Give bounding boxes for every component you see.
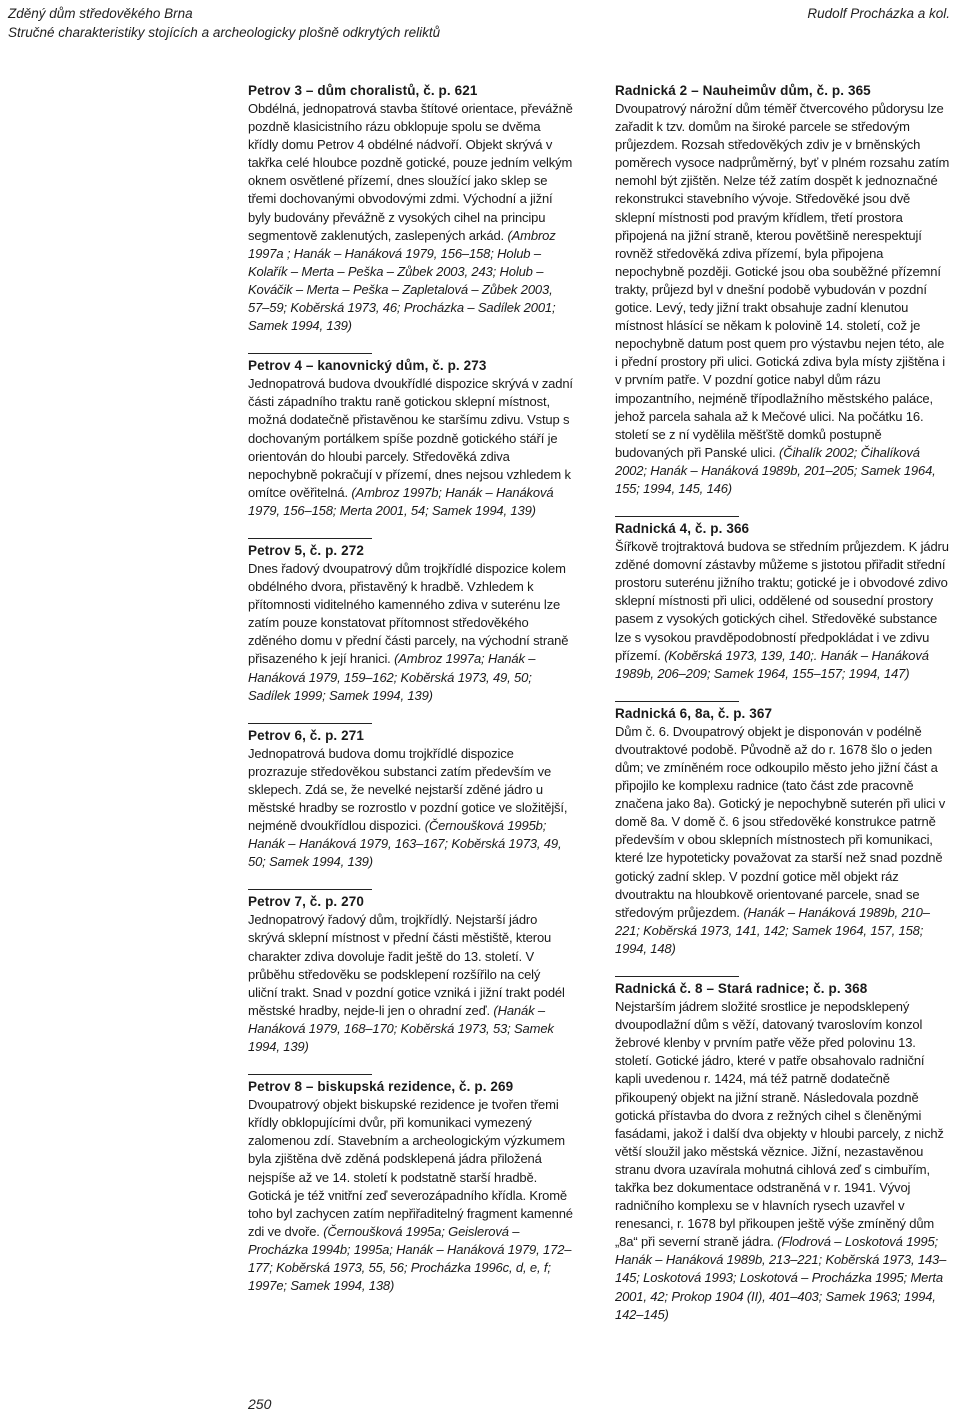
entry-text: Dnes řadový dvoupatrový dům trojkřídlé dispozice kolem obdélného dvora, přistavěný k hradbě. Vzhledem k přítomnosti viditelného kamenného zdiva v suterénu lze zatím pouze konstatovat přítomnost středověkého zděného domu v přední části parcely, na východní straně přisazeného k její hranici.	[248, 560, 569, 667]
running-header	[0, 0, 960, 50]
entry-text: Dvoupatrový objekt biskupské rezidence je tvořen třemi křídly obklopujícími dvůr, při komunikaci vymezený zalomenou zdí. Stavebním a archeologickým výzkumem byla zjištěna dvě zděná podsklepená jádra přiložená nejspíše až ve 14. století k podstatně starší hradbě. Gotická je též vnitřní zeď severozápadního křídla. Kromě toho byl zachycen zatím nepřiřaditelný fragment kamenné zdi ve dvoře.	[248, 1097, 573, 1239]
entry-heading: Petrov 5, č. p. 272	[248, 542, 364, 558]
entry-citation: (Čihalík 2002; Čihalíková 2002; Hanák – Hanáková 1989b, 201–205; Samek 1964, 155; 1994, 145, 146)	[615, 444, 936, 496]
entry-radnicka-8-stara-radnice	[615, 976, 950, 1324]
entry-heading: Radnická č. 8 – Stará radnice; č. p. 368	[615, 981, 868, 997]
entry-body	[248, 560, 573, 705]
entry-citation: (Ambroz 1997a ; Hanák – Hanáková 1979, 156–158; Holub – Kolařík – Merta – Peška – Zůbek 2003, 243; Holub – Kováčik – Merta – Peška – Zapletalová – Zůbek 2003, 57–59; Kobĕrská 1973, 46; Procházka – Sadílek 2001; Samek 1994, 139)	[248, 227, 556, 334]
right-column	[615, 82, 950, 1342]
page-number: 250	[248, 1396, 272, 1412]
entry-divider	[248, 723, 372, 724]
entry-divider	[248, 1074, 372, 1075]
entry-divider	[248, 889, 372, 890]
left-column	[248, 82, 573, 1313]
entry-radnicka-2	[615, 82, 950, 498]
entry-text: Jednopatrová budova dvoukřídlé dispozice skrývá v zadní části západního traktu raně gotickou sklepní místnost, možná dodatečně přistavěnou ke staršímu zdivu. Vstup s dochovaným portálkem spíše pozdně gotického stáří je orientován do hloubi parcely. Středověká zdiva nepochybně pokračují v přízemí, dnes nejsou vzhledem k omítce ověřitelná.	[248, 376, 573, 500]
entry-text: Jednopatrový řadový dům, trojkřídlý. Nejstarší jádro skrývá sklepní místnost v přední části městiště, kterou charakter zdiva dovoluje řadit ještě do 13. století. V průběhu středověku se podsklepení rozšířilo na celý uliční trakt. Snad v pozdní gotice vzniká i jižní trakt podél městské hradby, nejde-li jen o ohradní zeď.	[248, 912, 565, 1018]
entry-heading: Petrov 3 – dům choralistů, č. p. 621	[248, 83, 478, 98]
entry-radnicka-4	[615, 516, 950, 683]
header-title-block	[8, 4, 440, 42]
entry-radnicka-6-8a	[615, 701, 950, 958]
entry-text: Obdélná, jednopatrová stavba štítové orientace, převážně pozdně klasicistního rázu obklopuje spolu se dvěma křídly domu Petrov 4 obdélné nádvoří. Objekt skrývá v takřka celé hloubce pozdně gotické, pouze jedním velkým oknem osvětlené přízemí, dnes sloužící jako sklep se třemi dochovanými obvodovými zdmi. Východní a jižní byly budovány převážně z vysokých cihel na principu segmentově zaklenutých, zaslepených arkád.	[248, 101, 573, 243]
header-title-line2: Stručné charakteristiky stojících a archeologicky plošně odkrytých reliktů	[8, 25, 441, 40]
header-author: Rudolf Procházka a kol.	[807, 6, 950, 21]
entry-citation: (Černoušková 1995b; Hanák – Hanáková 1979, 163–167; Kobĕrská 1973, 49, 50; Samek 1994, 139)	[248, 818, 562, 870]
entry-heading: Petrov 6, č. p. 271	[248, 727, 364, 743]
entry-body	[248, 745, 573, 872]
entry-heading: Radnická 2 – Nauheimův dům, č. p. 365	[615, 83, 871, 98]
entry-petrov-8	[248, 1074, 573, 1295]
entry-petrov-6	[248, 723, 573, 872]
entry-citation: (Flodrová – Loskotová 1995; Hanák – Hanáková 1989b, 213–221; Kobĕrská 1973, 143–145; Loskotová 1993; Loskotová – Procházka 1995; Merta 2001, 42; Prokop 1904 (II), 401–403; Samek 1963; 1994, 142–145)	[615, 1234, 947, 1322]
entry-citation: (Černoušková 1995a; Geislerová – Procházka 1994b; 1995a; Hanák – Hanáková 1979, 172–177; Kobĕrská 1973, 55, 56; Procházka 1996c, d, e, f; 1997e; Samek 1994, 138)	[248, 1223, 572, 1294]
entry-citation: (Kobĕrská 1973, 139, 140;. Hanák – Hanáková 1989b, 206–209; Samek 1964, 155–157; 1994, 147)	[615, 647, 929, 681]
entry-body	[248, 911, 573, 1056]
entry-text: Šířkově trojtraktová budova se středním průjezdem. K jádru zděné domovní zástavby můžeme s jistotou přiřadit střední prostoru suterénu jižního traktu; gotické je i obvodové zdivo sklepní místnosti při ulici, oddělené od sousední prostory pasem z vysokých gotických cihel. Středověké substance lze s vysokou pravděpodobností předpokládat i ve zdivu přízemí.	[615, 539, 949, 663]
entry-petrov-5	[248, 538, 573, 705]
entry-divider	[248, 538, 372, 539]
entry-body	[615, 723, 950, 958]
entry-heading: Radnická 6, 8a, č. p. 367	[615, 705, 773, 721]
entry-petrov-7	[248, 889, 573, 1056]
entry-heading: Radnická 4, č. p. 366	[615, 521, 750, 537]
entry-petrov-4	[248, 353, 573, 520]
entry-body	[248, 375, 573, 520]
entry-heading: Petrov 8 – biskupská rezidence, č. p. 269	[248, 1079, 514, 1095]
entry-heading: Petrov 4 – kanovnický dům, č. p. 273	[248, 358, 487, 374]
entry-body	[615, 998, 950, 1324]
entry-citation: (Hanák – Hanáková 1989b, 210–221; Kobĕrská 1973, 141, 142; Samek 1964, 157, 158; 1994, 148)	[615, 904, 930, 956]
entry-text: Nejstarším jádrem složité srostlice je nepodsklepený dvoupodlažní dům s věží, datovaný tvaroslovím konzol žebrové klenby v prvním patře věže před polovinu 13. století. Gotické jádro, které v patře obsahovalo radniční kapli uvedenou r. 1424, má též patrně dodatečně přikoupený objekt na jižní straně. Následovala pozdně gotická přístavba do dvora z režných cihel s členěnými fasádami, jakož i další dva objekty v hloubi parcely, z nichž větší sloužil jako městská věznice. Jižní, nezastavěnou stranu dvora uzavírala mohutná cihlová zeď s cimbuřím, takřka bez dokumentace odstraněná v r. 1941. Vývoj radničního komplexu se v hlavních rysech uzavřel v renesanci, r. 1678 byl přikoupen ještě výše zmíněný dům „8a“ při severní straně jádra.	[615, 999, 944, 1250]
entry-body	[248, 1096, 573, 1295]
entry-divider	[248, 353, 372, 354]
header-title-line1: Zděný dům středověkého Brna	[8, 6, 193, 21]
entry-body	[615, 538, 950, 683]
entry-body	[615, 100, 950, 498]
entry-citation: (Ambroz 1997b; Hanák – Hanáková 1979, 156–158; Merta 2001, 54; Samek 1994, 139)	[248, 484, 554, 518]
entry-text: Dvoupatrový nárožní dům téměř čtvercového půdorysu lze zařadit k tzv. domům na široké parcele se středovým průjezdem. Rozsah středověkých zdiv je v brněnských poměrech vysoce nadprůměrný, byť v plném rozsahu zatím nemohl být zjištěn. Nelze též zatím dospět k jednoznačné rekonstrukci stavebního vývoje. Středověké jsou dvě sklepní místnosti pod pravým křídlem, třetí prostora připojená na jižní straně, kterou povětšině nerespektují rovněž středověká zdiva přízemí, byla připojena nepochybně později. Gotické jsou oba souběžné přízemní trakty, průjezd byl v dnešní podobě vybudován v pozdní gotice. Levý, tedy jižní trakt obsahuje zadní klenutou místnost hlásící se někam k polovině 14. století, což je nepochybně datum post quem pro výstavbu nejen této, ale i přední prostory při ulici. Gotická zdiva byla místy zjištěna i v prvním patře. V pozdní gotice nabyl dům rázu impozantního, nejméně třípodlažního městského paláce, jehož parcela sahala až k Mečové ulici. Na počátku 16. století se z ní vydělila měšťště domků postupně budovaných při Panské ulici.	[615, 101, 950, 460]
entry-body	[248, 100, 573, 335]
entry-citation: (Ambroz 1997a; Hanák – Hanáková 1979, 159–162; Kobĕrská 1973, 49, 50; Sadílek 1999; Samek 1994, 139)	[248, 651, 536, 703]
entry-divider	[615, 701, 739, 702]
entry-heading: Petrov 7, č. p. 270	[248, 894, 364, 910]
entry-divider	[615, 976, 739, 977]
entry-citation: (Hanák – Hanáková 1979, 168–170; Kobĕrská 1973, 53; Samek 1994, 139)	[248, 1002, 554, 1055]
entry-text: Dům č. 6. Dvoupatrový objekt je disponován v podélně dvoutraktové podobě. Původně až do r. 1678 šlo o jeden dům; ve zmíněném roce odkoupilo město jeho jižní část a připojilo ke komplexu radnice (tato část zde pracovně značena jako 8a). Gotický je nepochybně suterén při ulici v domě 8a. V domě č. 6 jsou středověké konstrukce patrně především v obou sklepních místnostech při komunikaci, které lze hypoteticky považovat za starší než snad pozdně gotický zadní sklep. V pozdní gotice měl objekt ráz dvoutraktu na hloubkově orientované parcele, snad se středovým průjezdem.	[615, 723, 946, 920]
entry-divider	[615, 516, 739, 517]
entry-petrov-3	[248, 82, 573, 335]
entry-text: Jednopatrová budova domu trojkřídlé dispozice prozrazuje středověkou substanci zatím především ve sklepech. Zdá se, že nevelké nejstarší zděné jádro u městské hradby se rozrostlo v pozdní gotice ve složitější, nejméně dvoukřídlou dispozici.	[248, 745, 568, 834]
